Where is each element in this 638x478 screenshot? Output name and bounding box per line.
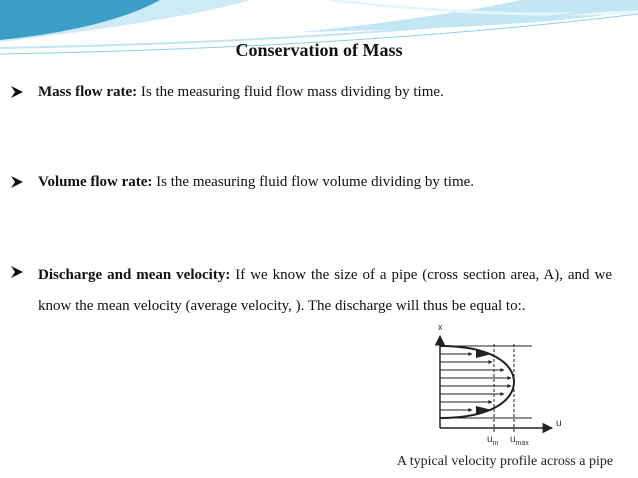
arrowhead-bullet-icon [10, 175, 24, 189]
bullet-text [38, 172, 474, 192]
bullet-term: Mass flow rate: [38, 84, 138, 100]
bullet-term: Discharge and mean velocity: [38, 267, 231, 283]
bullet-description: Is the measuring fluid flow volume dividing by time. [152, 174, 475, 190]
bullet-discharge-mean-velocity [38, 260, 612, 322]
u-max-label: $u_{max}$ [510, 434, 529, 447]
arrowhead-bullet-icon [10, 265, 24, 279]
bullet-description: If we know the size of a pipe (cross section area, A), and we know the mean velocity (average velocity, ). The discharge will thus be equal to:. [38, 267, 612, 314]
bullet-term: Volume flow rate: [38, 174, 153, 190]
figure-caption: A typical velocity profile across a pipe [396, 454, 614, 469]
u-mean-label: $u_m$ [487, 434, 499, 447]
x-axis-label: u [556, 418, 562, 429]
y-axis-label: x [438, 322, 443, 332]
bullet-text [38, 82, 444, 102]
slide-title: Conservation of Mass [235, 40, 403, 60]
arrowhead-bullet-icon [10, 85, 24, 99]
velocity-profile-diagram [372, 316, 638, 456]
bullet-description: Is the measuring fluid flow mass dividing by time. [137, 84, 444, 100]
velocity-profile-figure [372, 316, 638, 478]
